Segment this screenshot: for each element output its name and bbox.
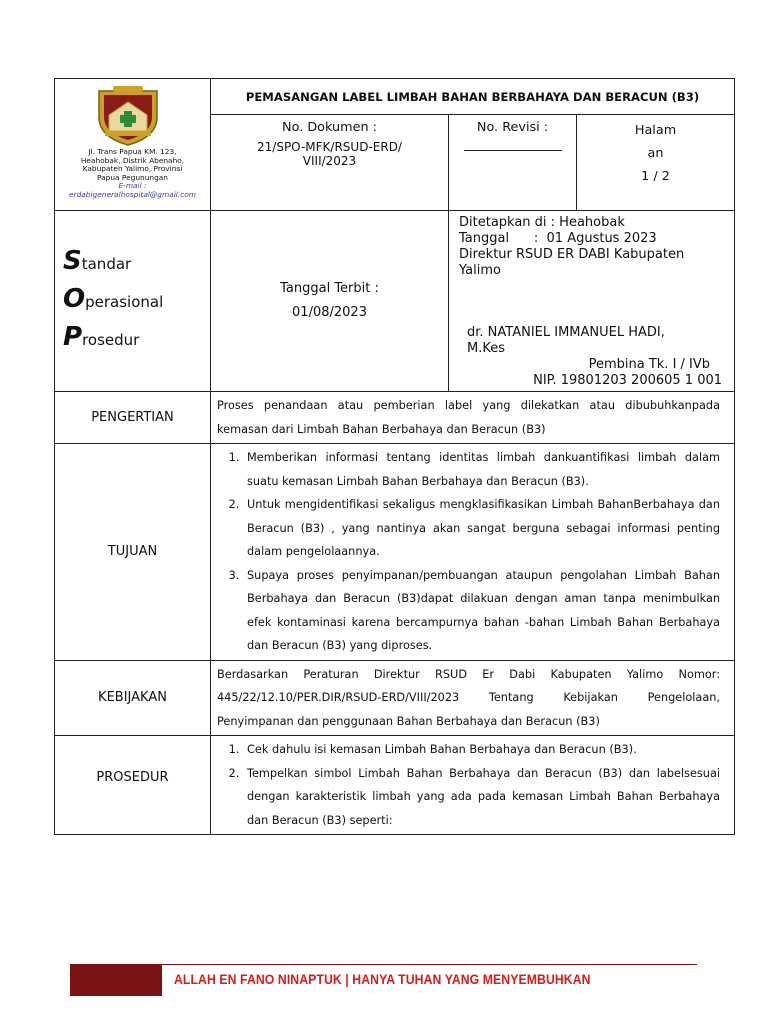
email-label: E-mail :: [118, 181, 147, 191]
ditetapkan-di: Ditetapkan di : Heahobak: [459, 215, 625, 230]
director-rank: Pembina Tk. I / IVb: [588, 357, 711, 372]
sop-heading-cell: [55, 211, 211, 392]
address-line: Kabupaten Yalimo, Provinsi: [82, 164, 183, 174]
tanggal-terbit-label: Tanggal Terbit :: [280, 281, 379, 296]
halaman-value: 1 / 2: [641, 169, 670, 184]
list-item: 2. Untuk mengidentifikasi sekaligus mengklasifikasikan Limbah BahanBerbahaya dan Beracun (B3) , yang nantinya akan sangat berguna sebagai informasi penting dalam pengelolaannya.: [243, 493, 720, 564]
tanggal-terbit-cell: [211, 211, 449, 392]
no-revisi-blank-line: [464, 150, 562, 151]
address-line: Jl. Trans Papua KM. 123,: [88, 147, 177, 156]
list-item: 3. Supaya proses penyimpanan/pembuangan ataupun pengolahan Limbah Bahan Berbahaya dan Beracun (B3)dapat dilakuan dengan aman tanpa menimbulkan efek kontaminasi karena bercampurnya bahan -bahan Limbah Bahan Berbahaya dan Beracun (B3) yang diproses.: [243, 564, 720, 658]
pengertian-text: Proses penandaan atau pemberian label yang dilekatkan atau dibubuhkanpada kemasan dari Limbah Bahan Berbahaya dan Beracun (B3): [211, 392, 735, 444]
no-dokumen-label: No. Dokumen :: [282, 120, 377, 135]
tanggal-terbit-value: 01/08/2023: [292, 305, 367, 320]
approval-cell: [449, 211, 735, 392]
footer-motto: ALLAH EN FANO NINAPTUK | HANYA TUHAN YANG MENYEMBUHKAN: [174, 972, 591, 987]
prosedur-label: PROSEDUR: [55, 736, 211, 835]
sop-line-prosedur: Prosedur: [63, 322, 140, 352]
tujuan-content: [211, 444, 735, 661]
hospital-address: [59, 148, 206, 200]
director-name: dr. NATANIEL IMMANUEL HADI,: [467, 325, 665, 340]
no-revisi-cell: [449, 115, 577, 211]
pengertian-label: PENGERTIAN: [55, 392, 211, 444]
no-dokumen-value-1: 21/SPO-MFK/RSUD-ERD/: [257, 140, 402, 154]
sop-line-operasional: Operasional: [63, 284, 164, 314]
sop-document-table: [54, 78, 735, 835]
prosedur-list: [217, 738, 720, 832]
footer-rule: [162, 964, 697, 965]
list-item: 2. Tempelkan simbol Limbah Bahan Berbahaya dan Beracun (B3) dan labelsesuai dengan karakteristik limbah yang ada pada kemasan Limbah Bahan Berbahaya dan Beracun (B3) seperti:: [243, 762, 720, 833]
no-dokumen-value-2: VIII/2023: [302, 154, 357, 168]
footer-banner: [70, 964, 697, 996]
halaman-cell: [577, 115, 735, 211]
tujuan-list: [217, 446, 720, 658]
direktur-title: Direktur RSUD ER DABI Kabupaten Yalimo: [459, 247, 685, 278]
address-line: Papua Pegunungan: [97, 172, 168, 182]
document-title: PEMASANGAN LABEL LIMBAH BAHAN BERBAHAYA DAN BERACUN (B3): [211, 79, 735, 115]
kebijakan-text: Berdasarkan Peraturan Direktur RSUD Er Dabi Kabupaten Yalimo Nomor: 445/22/12.10/PER.DIR/RSUD-ERD/VIII/2023 Tentang Kebijakan Pengelolaan, Penyimpanan dan penggunaan Bahan Berbahaya dan Beracun (B3): [211, 660, 735, 736]
sop-line-standar: Standar: [63, 246, 132, 276]
halaman-label-1: Halam: [634, 123, 677, 138]
director-nip: NIP. 19801203 200605 1 001: [533, 373, 723, 388]
halaman-label-2: an: [647, 146, 664, 161]
no-dokumen-cell: [211, 115, 449, 211]
kebijakan-label: KEBIJAKAN: [55, 660, 211, 736]
prosedur-content: [211, 736, 735, 835]
list-item: 1. Memberikan informasi tentang identitas limbah dankuantifikasi limbah dalam suatu kemasan Limbah Bahan Berbahaya dan Beracun (B3).: [243, 446, 720, 493]
footer-bar: [70, 964, 162, 996]
tanggal-ditetapkan: Tanggal : 01 Agustus 2023: [459, 231, 657, 246]
list-item: 1. Cek dahulu isi kemasan Limbah Bahan Berbahaya dan Beracun (B3).: [243, 738, 720, 762]
hospital-logo: [91, 85, 165, 147]
no-revisi-label: No. Revisi :: [476, 120, 549, 135]
hospital-logo-cell: [55, 79, 211, 211]
address-line: Heahobak, Distrik Abenaho,: [80, 155, 185, 165]
director-degree: M.Kes: [467, 341, 505, 356]
tujuan-label: TUJUAN: [55, 444, 211, 661]
email-address: erdabigeneralhospital@gmail.com: [69, 189, 196, 199]
